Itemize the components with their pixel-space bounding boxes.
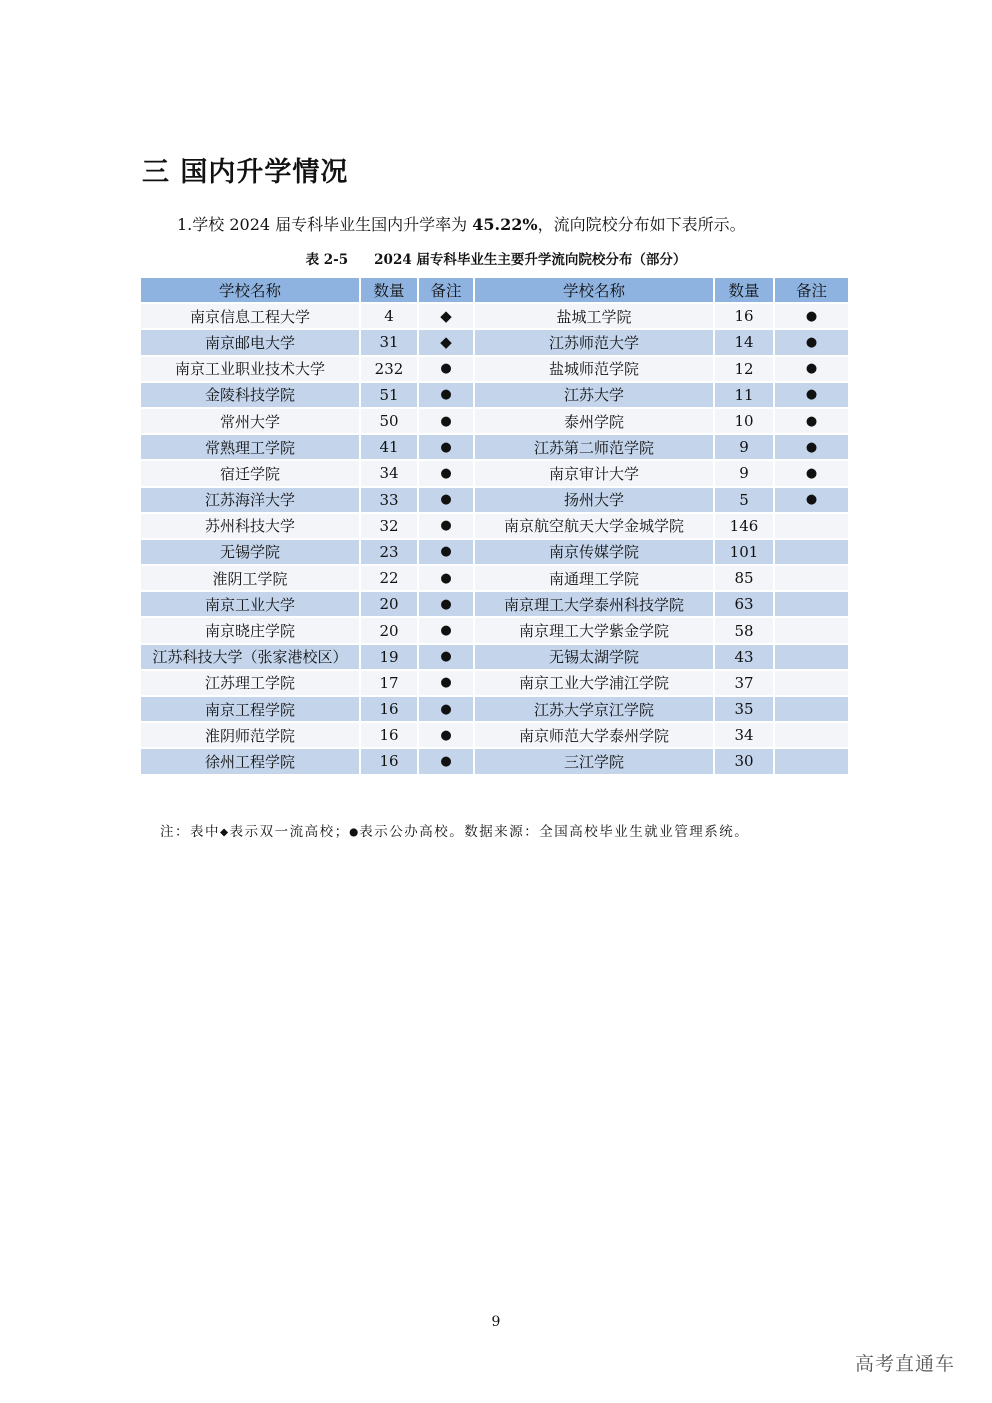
note-mark-left: ● bbox=[419, 697, 475, 723]
note-mark-left: ● bbox=[419, 461, 475, 487]
table-header-row bbox=[141, 278, 850, 304]
count-right: 11 bbox=[715, 383, 775, 409]
school-name-right: 南京航空航天大学金城学院 bbox=[475, 514, 715, 540]
school-name-right: 南京审计大学 bbox=[475, 461, 715, 487]
header-left-note: 备注 bbox=[419, 278, 475, 304]
table-row bbox=[141, 671, 850, 697]
school-name-left: 金陵科技学院 bbox=[141, 383, 361, 409]
count-left: 50 bbox=[361, 409, 419, 435]
table-row bbox=[141, 409, 850, 435]
intro-suffix: ，流向院校分布如下表所示。 bbox=[537, 215, 746, 234]
count-right: 101 bbox=[715, 540, 775, 566]
school-name-right: 无锡太湖学院 bbox=[475, 645, 715, 671]
school-name-left: 南京信息工程大学 bbox=[141, 304, 361, 330]
header-left-school: 学校名称 bbox=[141, 278, 361, 304]
header-right-note: 备注 bbox=[775, 278, 850, 304]
header-right-school: 学校名称 bbox=[475, 278, 715, 304]
count-right: 5 bbox=[715, 488, 775, 514]
table-row bbox=[141, 618, 850, 644]
school-name-left: 徐州工程学院 bbox=[141, 749, 361, 775]
watermark: 高考直通车 bbox=[855, 1353, 956, 1375]
table-row bbox=[141, 723, 850, 749]
school-name-right: 江苏大学 bbox=[475, 383, 715, 409]
school-name-left: 江苏海洋大学 bbox=[141, 488, 361, 514]
table-row bbox=[141, 592, 850, 618]
intro-prefix: 1.学校 2024 届专科毕业生国内升学率为 bbox=[177, 215, 473, 234]
count-right: 85 bbox=[715, 566, 775, 592]
table-row bbox=[141, 514, 850, 540]
note-mark-right bbox=[775, 723, 850, 749]
note-mark-right bbox=[775, 671, 850, 697]
school-name-right: 扬州大学 bbox=[475, 488, 715, 514]
count-left: 16 bbox=[361, 749, 419, 775]
note-mark-left: ◆ bbox=[419, 330, 475, 356]
table-row bbox=[141, 435, 850, 461]
note-mark-left: ◆ bbox=[419, 304, 475, 330]
table-row bbox=[141, 645, 850, 671]
note-mark-left: ● bbox=[419, 671, 475, 697]
note-mark-right bbox=[775, 566, 850, 592]
intro-paragraph bbox=[177, 212, 746, 235]
count-left: 51 bbox=[361, 383, 419, 409]
school-name-right: 泰州学院 bbox=[475, 409, 715, 435]
section-title: 三 国内升学情况 bbox=[142, 157, 349, 188]
count-left: 4 bbox=[361, 304, 419, 330]
school-name-right: 南通理工学院 bbox=[475, 566, 715, 592]
table-body bbox=[141, 304, 850, 775]
note-mark-left: ● bbox=[419, 357, 475, 383]
count-right: 30 bbox=[715, 749, 775, 775]
school-name-left: 常熟理工学院 bbox=[141, 435, 361, 461]
school-name-left: 淮阴师范学院 bbox=[141, 723, 361, 749]
table-row bbox=[141, 330, 850, 356]
count-right: 12 bbox=[715, 357, 775, 383]
count-right: 10 bbox=[715, 409, 775, 435]
count-right: 43 bbox=[715, 645, 775, 671]
note-mark-right: ● bbox=[775, 357, 850, 383]
count-left: 19 bbox=[361, 645, 419, 671]
count-left: 33 bbox=[361, 488, 419, 514]
count-right: 16 bbox=[715, 304, 775, 330]
table-row bbox=[141, 697, 850, 723]
note-mark-left: ● bbox=[419, 488, 475, 514]
note-mark-left: ● bbox=[419, 566, 475, 592]
count-right: 146 bbox=[715, 514, 775, 540]
table-row bbox=[141, 304, 850, 330]
header-left-count: 数量 bbox=[361, 278, 419, 304]
count-left: 16 bbox=[361, 697, 419, 723]
count-right: 9 bbox=[715, 435, 775, 461]
table-row bbox=[141, 461, 850, 487]
school-name-left: 常州大学 bbox=[141, 409, 361, 435]
note-mark-right: ● bbox=[775, 409, 850, 435]
school-name-left: 苏州科技大学 bbox=[141, 514, 361, 540]
school-name-left: 淮阴工学院 bbox=[141, 566, 361, 592]
table-caption-title: 2024 届专科毕业生主要升学流向院校分布（部分） bbox=[374, 252, 687, 268]
page-number: 9 bbox=[491, 1314, 501, 1330]
count-left: 23 bbox=[361, 540, 419, 566]
count-left: 20 bbox=[361, 592, 419, 618]
note-mark-left: ● bbox=[419, 383, 475, 409]
note-mark-right bbox=[775, 645, 850, 671]
school-name-right: 南京师范大学泰州学院 bbox=[475, 723, 715, 749]
note-mark-right bbox=[775, 618, 850, 644]
school-name-right: 南京理工大学紫金学院 bbox=[475, 618, 715, 644]
count-left: 16 bbox=[361, 723, 419, 749]
school-name-left: 南京晓庄学院 bbox=[141, 618, 361, 644]
count-left: 34 bbox=[361, 461, 419, 487]
table-row bbox=[141, 357, 850, 383]
school-name-left: 南京工业大学 bbox=[141, 592, 361, 618]
note-mark-right bbox=[775, 514, 850, 540]
note-mark-right bbox=[775, 540, 850, 566]
school-name-right: 江苏大学京江学院 bbox=[475, 697, 715, 723]
school-name-right: 南京传媒学院 bbox=[475, 540, 715, 566]
table-row bbox=[141, 383, 850, 409]
note-mark-right: ● bbox=[775, 488, 850, 514]
count-right: 34 bbox=[715, 723, 775, 749]
note-mark-right: ● bbox=[775, 461, 850, 487]
note-mark-right bbox=[775, 697, 850, 723]
note-mark-right: ● bbox=[775, 304, 850, 330]
note-mark-left: ● bbox=[419, 592, 475, 618]
note-mark-left: ● bbox=[419, 723, 475, 749]
note-mark-left: ● bbox=[419, 409, 475, 435]
school-name-left: 无锡学院 bbox=[141, 540, 361, 566]
table-row bbox=[141, 749, 850, 775]
note-mark-left: ● bbox=[419, 435, 475, 461]
header-right-count: 数量 bbox=[715, 278, 775, 304]
note-mark-right bbox=[775, 749, 850, 775]
school-name-left: 宿迁学院 bbox=[141, 461, 361, 487]
table-row bbox=[141, 488, 850, 514]
count-right: 63 bbox=[715, 592, 775, 618]
note-mark-left: ● bbox=[419, 618, 475, 644]
school-name-right: 江苏师范大学 bbox=[475, 330, 715, 356]
note-mark-left: ● bbox=[419, 645, 475, 671]
count-right: 58 bbox=[715, 618, 775, 644]
table-caption-number: 表 2-5 bbox=[305, 252, 349, 268]
table-row bbox=[141, 540, 850, 566]
count-left: 31 bbox=[361, 330, 419, 356]
note-mark-left: ● bbox=[419, 540, 475, 566]
school-name-right: 盐城工学院 bbox=[475, 304, 715, 330]
school-name-left: 江苏科技大学（张家港校区） bbox=[141, 645, 361, 671]
school-name-right: 三江学院 bbox=[475, 749, 715, 775]
count-left: 17 bbox=[361, 671, 419, 697]
note-mark-right: ● bbox=[775, 435, 850, 461]
school-name-left: 南京工程学院 bbox=[141, 697, 361, 723]
count-left: 22 bbox=[361, 566, 419, 592]
note-mark-right: ● bbox=[775, 330, 850, 356]
table-caption bbox=[142, 248, 850, 268]
school-name-right: 盐城师范学院 bbox=[475, 357, 715, 383]
count-left: 32 bbox=[361, 514, 419, 540]
count-left: 232 bbox=[361, 357, 419, 383]
note-mark-right: ● bbox=[775, 383, 850, 409]
school-name-right: 南京理工大学泰州科技学院 bbox=[475, 592, 715, 618]
count-right: 14 bbox=[715, 330, 775, 356]
count-right: 37 bbox=[715, 671, 775, 697]
school-name-right: 南京工业大学浦江学院 bbox=[475, 671, 715, 697]
count-right: 35 bbox=[715, 697, 775, 723]
count-left: 41 bbox=[361, 435, 419, 461]
note-mark-left: ● bbox=[419, 749, 475, 775]
note-mark-left: ● bbox=[419, 514, 475, 540]
school-name-right: 江苏第二师范学院 bbox=[475, 435, 715, 461]
count-right: 9 bbox=[715, 461, 775, 487]
intro-rate: 45.22% bbox=[472, 215, 538, 234]
school-name-left: 江苏理工学院 bbox=[141, 671, 361, 697]
table-row bbox=[141, 566, 850, 592]
school-distribution-table bbox=[141, 278, 850, 776]
table-note: 注：表中◆表示双一流高校；●表示公办高校。数据来源：全国高校毕业生就业管理系统。 bbox=[160, 824, 750, 840]
count-left: 20 bbox=[361, 618, 419, 644]
note-mark-right bbox=[775, 592, 850, 618]
school-name-left: 南京工业职业技术大学 bbox=[141, 357, 361, 383]
school-name-left: 南京邮电大学 bbox=[141, 330, 361, 356]
